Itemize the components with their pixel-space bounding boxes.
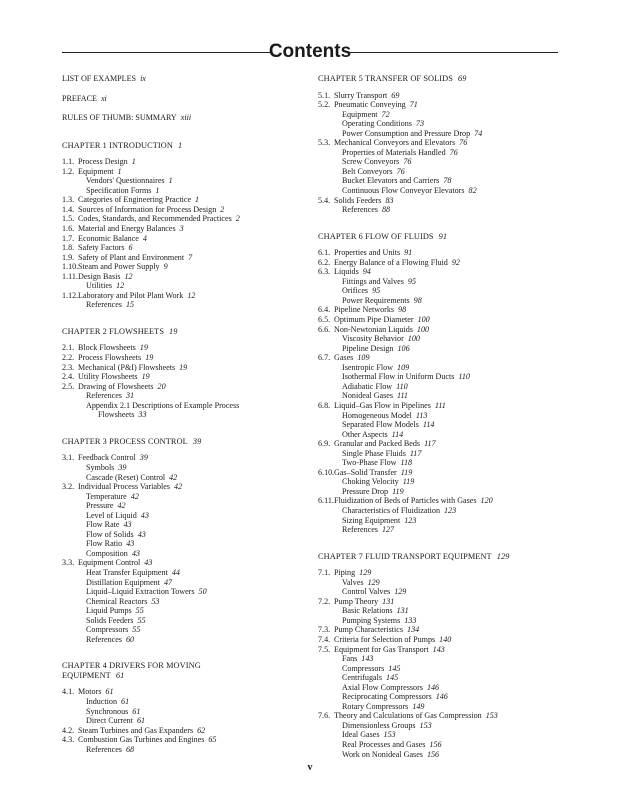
toc-section: 1.10. Steam and Power Supply 9	[62, 262, 168, 272]
toc-subsection: Solids Feeders 55	[86, 615, 146, 625]
toc-subsection: References 31	[86, 391, 135, 401]
toc-subsection: Nonideal Gases 111	[342, 391, 408, 401]
toc-subsection: Orifices 95	[342, 286, 381, 296]
toc-section: 2.5. Drawing of Flowsheets 20	[62, 381, 166, 391]
toc-subsection: Fans 143	[342, 654, 374, 664]
toc-subsection: Centrifugals 145	[342, 673, 399, 683]
toc-subsection: Chemical Reactors 53	[86, 596, 160, 606]
toc-subsection: Power Consumption and Pressure Drop 74	[342, 128, 483, 138]
toc-subsection: Separated Flow Models 114	[342, 420, 435, 430]
toc-section: 2.1. Block Flowsheets 19	[62, 343, 148, 353]
toc-section: 6.11. Fluidization of Beds of Particles with Gases 120	[318, 496, 493, 506]
toc-section: 1.11. Design Basis 12	[62, 271, 133, 281]
chapter-heading-continued: EQUIPMENT 61	[62, 670, 125, 680]
contents-header	[62, 40, 558, 64]
toc-section: 6.8. Liquid–Gas Flow in Pipelines 111	[318, 400, 446, 410]
toc-section: 4.1. Motors 61	[62, 687, 114, 697]
toc-section: 6.4. Pipeline Networks 98	[318, 305, 407, 315]
toc-subsection: Valves 129	[342, 577, 380, 587]
toc-subsection: Single Phase Fluids 117	[342, 448, 422, 458]
chapter-heading: CHAPTER 4 DRIVERS FOR MOVING	[62, 661, 201, 671]
toc-subsection: Utilities 12	[86, 281, 125, 291]
toc-subsection: Other Aspects 114	[342, 429, 404, 439]
toc-subsection: Liquid Pumps 55	[86, 606, 144, 616]
toc-section: 5.3. Mechanical Conveyors and Elevators 76	[318, 138, 468, 148]
toc-section: 7.4. Criteria for Selection of Pumps 140	[318, 634, 452, 644]
toc-subsection: Power Requirements 98	[342, 295, 422, 305]
toc-section: 6.3. Liquids 94	[318, 267, 371, 277]
toc-subsection: Level of Liquid 43	[86, 510, 149, 520]
toc-section: 1.6. Material and Energy Balances 3	[62, 224, 184, 234]
toc-subsection: References 60	[86, 634, 135, 644]
toc-section: 1.3. Categories of Engineering Practice 1	[62, 195, 200, 205]
toc-section: 7.6. Theory and Calculations of Gas Compression 153	[318, 711, 498, 721]
toc-subsection: Ideal Gases 153	[342, 730, 396, 740]
toc-subsection: Belt Conveyors 76	[342, 166, 405, 176]
toc-subsection: Homogeneous Model 113	[342, 410, 428, 420]
toc-subsection: Flow Ratio 43	[86, 539, 135, 549]
toc-section: 6.5. Optimum Pipe Diameter 100	[318, 315, 430, 325]
header-rule-right	[348, 52, 558, 53]
toc-subsection: Symbols 39	[86, 462, 127, 472]
toc-section: 5.2. Pneumatic Conveying 71	[318, 100, 418, 110]
toc-section: 7.2. Pump Theory 131	[318, 596, 395, 606]
toc-section: 1.1. Process Design 1	[62, 157, 136, 167]
toc-section: 6.10. Gas–Solid Transfer 119	[318, 467, 413, 477]
toc-subsection: Induction 61	[86, 696, 130, 706]
toc-subsection: Pressure 42	[86, 501, 126, 511]
toc-section: 1.12. Laboratory and Pilot Plant Work 12	[62, 290, 196, 300]
toc-subsection: Dimensionless Groups 153	[342, 720, 432, 730]
toc-subsection: Fittings and Valves 95	[342, 276, 416, 286]
toc-subsection: References 127	[342, 525, 395, 535]
toc-subsection: Sizing Equipment 123	[342, 515, 417, 525]
toc-subsection: Equipment 72	[342, 109, 390, 119]
toc-section: 4.3. Combustion Gas Turbines and Engines 65	[62, 735, 217, 745]
toc-section: 1.5. Codes, Standards, and Recommended Practices 2	[62, 214, 240, 224]
toc-subsection: Two-Phase Flow 118	[342, 458, 413, 468]
toc-subsection: Pumping Systems 133	[342, 615, 417, 625]
toc-subsection: Viscosity Behavior 100	[342, 334, 420, 344]
toc-subsection: Temperature 42	[86, 491, 139, 501]
toc-subsection: Axial Flow Compressors 146	[342, 682, 440, 692]
toc-subsection: Cascade (Reset) Control 42	[86, 472, 178, 482]
toc-section: 6.9. Granular and Packed Beds 117	[318, 439, 436, 449]
toc-section: 5.1. Slurry Transport 69	[318, 90, 400, 100]
toc-section: 7.3. Pump Characteristics 134	[318, 625, 420, 635]
chapter-heading: CHAPTER 7 FLUID TRANSPORT EQUIPMENT 129	[318, 551, 510, 561]
toc-subsection: Pipeline Design 106	[342, 343, 410, 353]
toc-subsection: Synchronous 61	[86, 706, 141, 716]
toc-section: 4.2. Steam Turbines and Gas Expanders 62	[62, 725, 206, 735]
toc-subsection: Basic Relations 131	[342, 606, 409, 616]
toc-subsection: Control Valves 129	[342, 587, 407, 597]
toc-subsection: References 68	[86, 744, 135, 754]
toc-subsection: Composition 43	[86, 548, 140, 558]
toc-subsection: Specification Forms 1	[86, 185, 160, 195]
toc-subsection: Work on Nonideal Gases 156	[342, 749, 440, 759]
toc-front-entry: PREFACE xi	[62, 93, 107, 103]
toc-right-column	[318, 74, 562, 759]
toc-subsection: Characteristics of Fluidization 123	[342, 505, 457, 515]
toc-subsection: Liquid–Liquid Extraction Towers 50	[86, 587, 207, 597]
toc-left-column	[62, 74, 310, 754]
toc-subsection: Rotary Compressors 149	[342, 701, 425, 711]
toc-subsection: Flowsheets 33	[98, 410, 147, 420]
toc-front-entry: RULES OF THUMB: SUMMARY xiii	[62, 113, 192, 123]
toc-subsection: Choking Velocity 119	[342, 477, 415, 487]
toc-section: 7.5. Equipment for Gas Transport 143	[318, 644, 445, 654]
toc-subsection: Flow Rate 43	[86, 520, 132, 530]
toc-section: 6.1. Properties and Units 91	[318, 248, 413, 258]
toc-subsection: Pressure Drop 119	[342, 486, 404, 496]
chapter-heading: CHAPTER 1 INTRODUCTION 1	[62, 140, 183, 150]
toc-subsection: Flow of Solids 43	[86, 529, 146, 539]
toc-subsection: Operating Conditions 73	[342, 119, 425, 129]
toc-subsection: Appendix 2.1 Descriptions of Example Process	[86, 400, 240, 410]
toc-subsection: Direct Current 61	[86, 716, 146, 726]
toc-section: 6.2. Energy Balance of a Flowing Fluid 92	[318, 257, 460, 267]
page-number: v	[307, 762, 313, 773]
toc-subsection: Reciprocating Compressors 146	[342, 692, 448, 702]
chapter-heading: CHAPTER 3 PROCESS CONTROL 39	[62, 436, 202, 446]
toc-subsection: Compressors 145	[342, 663, 401, 673]
toc-section: 2.4. Utility Flowsheets 19	[62, 372, 150, 382]
toc-subsection: Heat Transfer Equipment 44	[86, 567, 180, 577]
toc-section: 2.2. Process Flowsheets 19	[62, 353, 154, 363]
toc-section: 3.2. Individual Process Variables 42	[62, 482, 183, 492]
toc-subsection: Bucket Elevators and Carriers 78	[342, 176, 452, 186]
toc-section: 3.1. Feedback Control 39	[62, 453, 148, 463]
toc-subsection: References 88	[342, 205, 391, 215]
toc-section: 1.8. Safety Factors 6	[62, 243, 133, 253]
chapter-heading: CHAPTER 2 FLOWSHEETS 19	[62, 326, 178, 336]
toc-section: 1.7. Economic Balance 4	[62, 233, 147, 243]
toc-section: 2.3. Mechanical (P&I) Flowsheets 19	[62, 362, 188, 372]
toc-section: 6.7. Gases 109	[318, 353, 370, 363]
toc-subsection: Vendors' Questionnaires 1	[86, 176, 173, 186]
toc-subsection: Adiabatic Flow 110	[342, 381, 408, 391]
toc-section: 7.1. Piping 129	[318, 568, 372, 578]
toc-subsection: Screw Conveyors 76	[342, 157, 412, 167]
page-title: Contents	[268, 41, 352, 62]
toc-section: 6.6. Non-Newtonian Liquids 100	[318, 324, 430, 334]
toc-subsection: Isentropic Flow 109	[342, 362, 410, 372]
toc-subsection: Properties of Materials Handled 76	[342, 147, 458, 157]
toc-front-entry: LIST OF EXAMPLES ix	[62, 74, 146, 83]
toc-section: 3.3. Equipment Control 43	[62, 558, 153, 568]
toc-subsection: Real Processes and Gases 156	[342, 740, 442, 749]
toc-section: 1.9. Safety of Plant and Environment 7	[62, 252, 193, 262]
toc-subsection: Continuous Flow Conveyor Elevators 82	[342, 186, 477, 196]
toc-subsection: Isothermal Flow in Uniform Ducts 110	[342, 372, 470, 382]
toc-subsection: References 15	[86, 300, 135, 310]
chapter-heading: CHAPTER 6 FLOW OF FLUIDS 91	[318, 231, 448, 241]
toc-section: 1.2. Equipment 1	[62, 166, 122, 176]
toc-subsection: Compressors 55	[86, 625, 141, 635]
toc-section: 5.4. Solids Feeders 83	[318, 195, 394, 205]
toc-subsection: Distillation Equipment 47	[86, 577, 173, 587]
toc-section: 1.4. Sources of Information for Process Design 2	[62, 204, 225, 214]
chapter-heading: CHAPTER 5 TRANSFER OF SOLIDS 69	[318, 74, 467, 83]
